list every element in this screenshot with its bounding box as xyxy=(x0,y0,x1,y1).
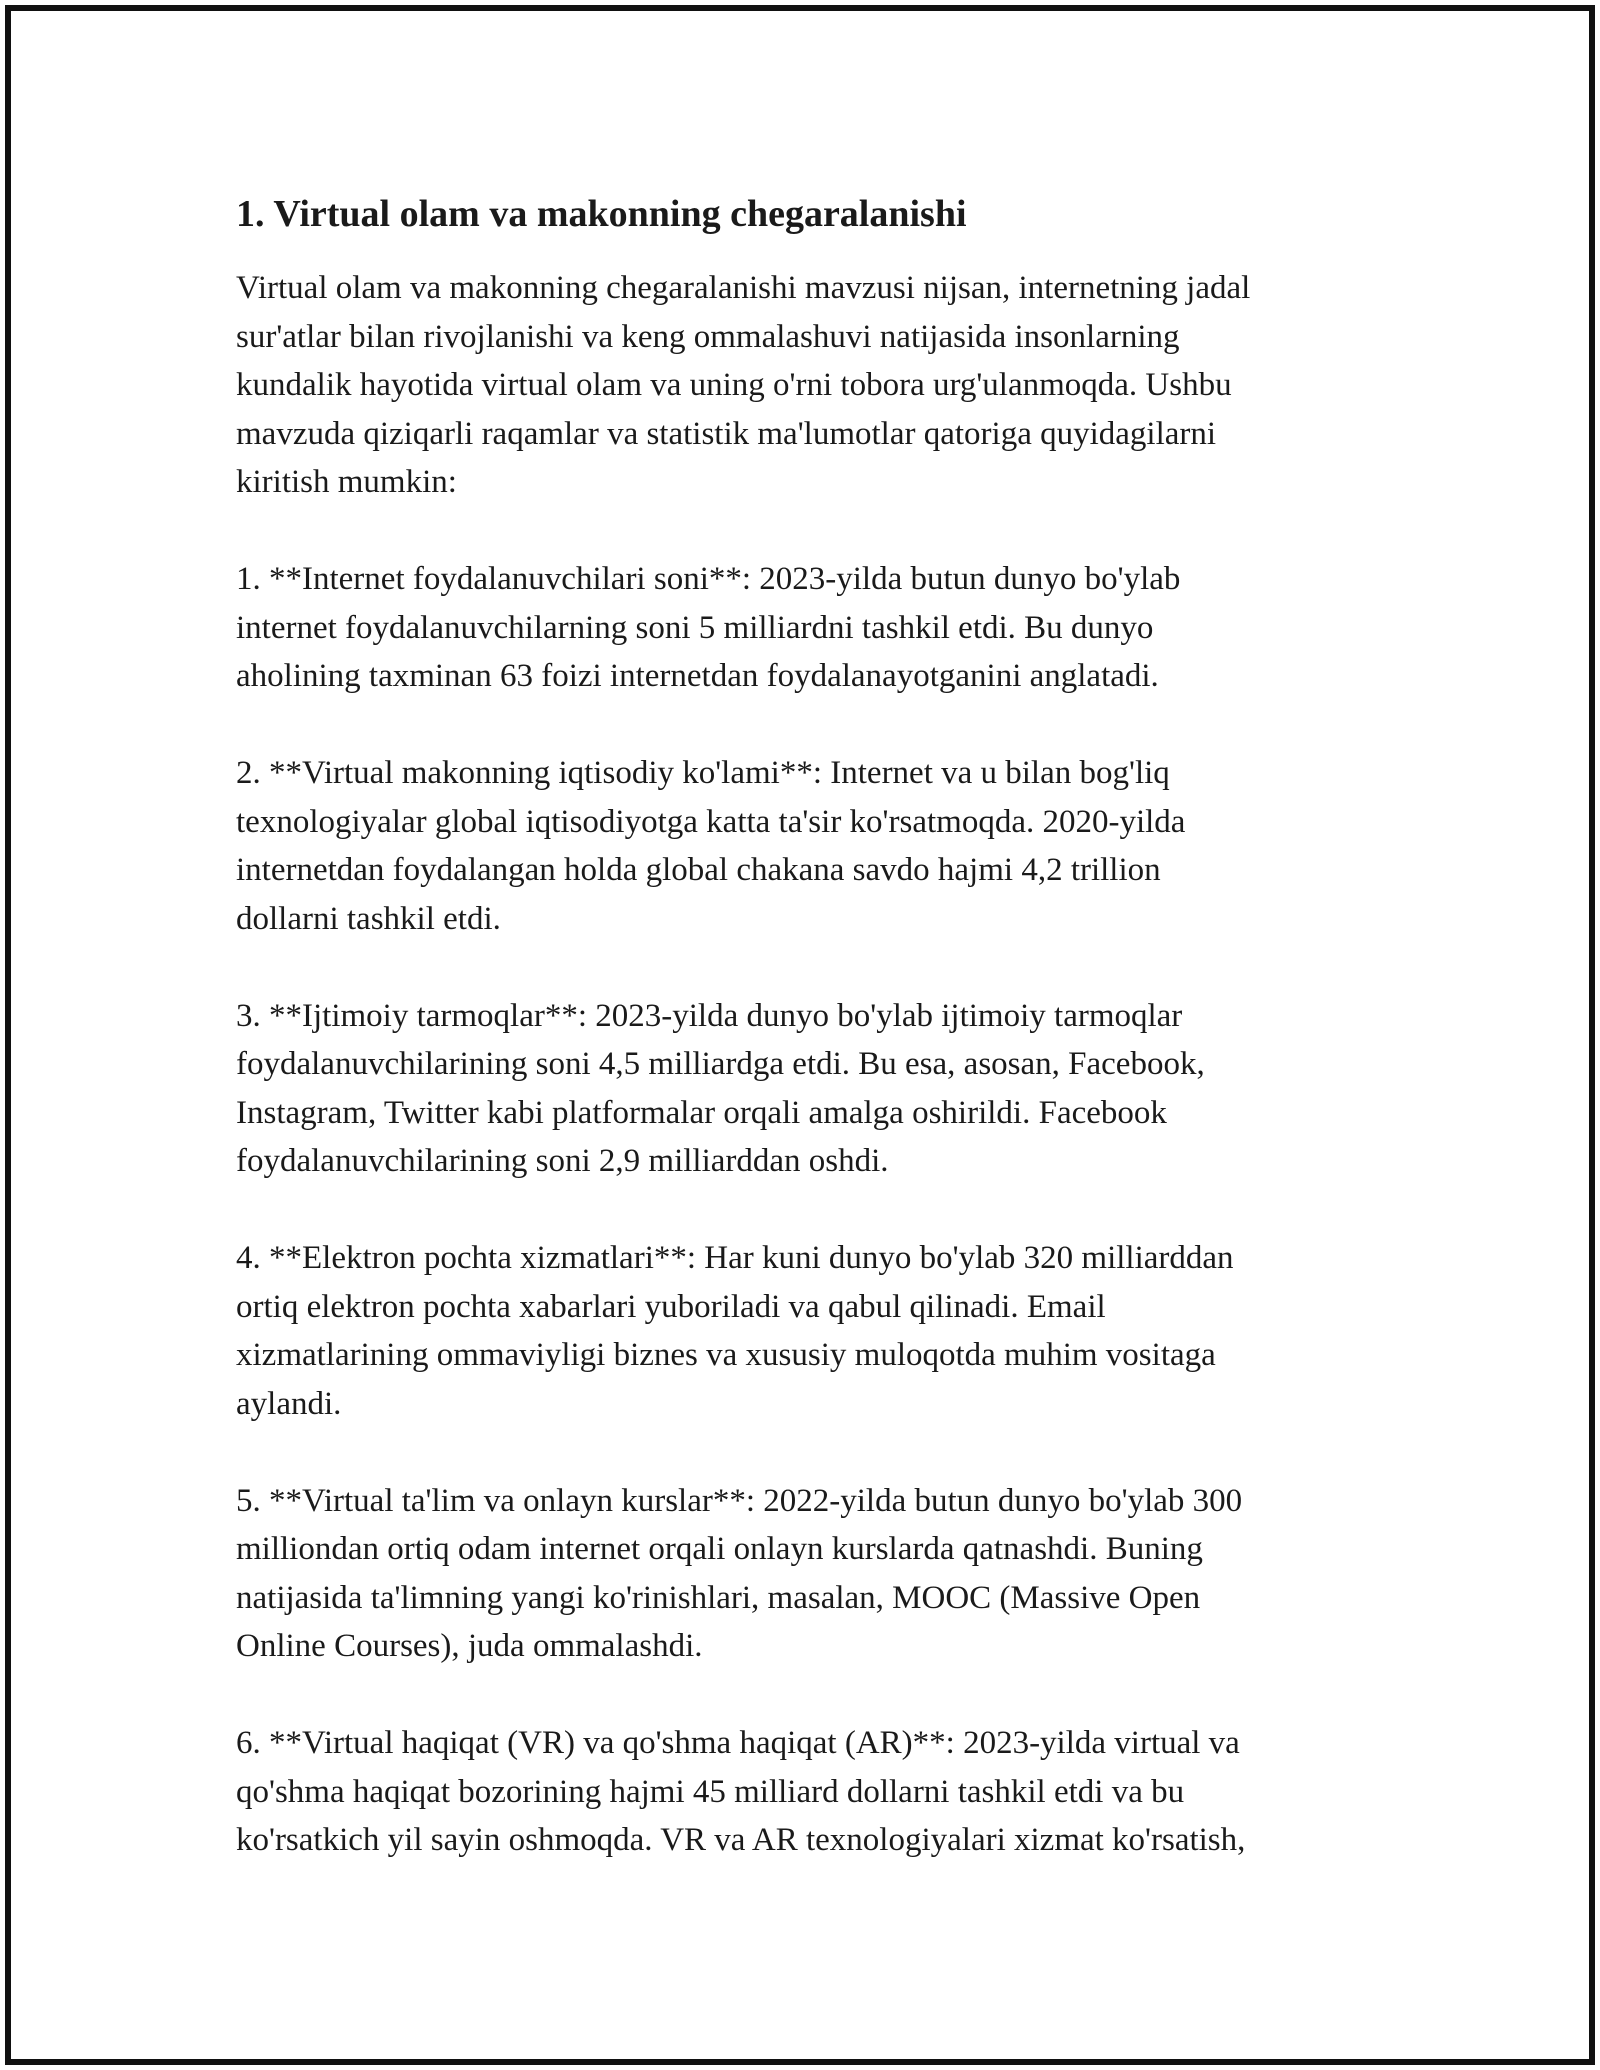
item-line: milliondan ortiq odam internet orqali onlayn kurslarda qatnashdi. Buning xyxy=(236,1531,1203,1567)
intro-line: mavzuda qiziqarli raqamlar va statistik ma'lumotlar qatoriga quyidagilarni xyxy=(236,415,1217,452)
item-line: xizmatlarining ommaviyligi biznes va xususiy muloqotda muhim vositaga xyxy=(236,1337,1216,1373)
item-line: qo'shma haqiqat bozorining hajmi 45 milliard dollarni tashkil etdi va bu xyxy=(236,1773,1185,1810)
item-line: 3. **Ijtimoiy tarmoqlar**: 2023-yilda dunyo bo'ylab ijtimoiy tarmoqlar xyxy=(236,997,1183,1034)
item-line: dollarni tashkil etdi. xyxy=(236,900,501,937)
paragraph-gap xyxy=(236,1671,1376,1720)
item-line: 4. **Elektron pochta xizmatlari**: Har kuni dunyo bo'ylab 320 milliarddan xyxy=(236,1240,1234,1276)
item-line: foydalanuvchilarining soni 2,9 milliarddan oshdi. xyxy=(236,1143,889,1179)
item-line: internet foydalanuvchilarning soni 5 milliardni tashkil etdi. Bu dunyo xyxy=(236,609,1154,646)
item-line: internetdan foydalangan holda global chakana savdo hajmi 4,2 trillion xyxy=(236,852,1161,888)
item-line: 1. **Internet foydalanuvchilari soni**: 2023-yilda butun dunyo bo'ylab xyxy=(236,561,1181,597)
list-item-6 xyxy=(236,1719,1376,1865)
section-title: 1. Virtual olam va makonning chegaralanishi xyxy=(236,193,967,235)
paragraph-gap xyxy=(236,1186,1376,1235)
item-line: ko'rsatkich yil sayin oshmoqda. VR va AR texnologiyalari xizmat ko'rsatish, xyxy=(236,1822,1246,1858)
intro-paragraph xyxy=(236,264,1376,507)
item-line: 2. **Virtual makonning iqtisodiy ko'lami**: Internet va u bilan bog'liq xyxy=(236,755,1170,791)
paragraph-gap xyxy=(236,701,1376,750)
list-item-4 xyxy=(236,1234,1376,1428)
item-line: texnologiyalar global iqtisodiyotga katta ta'sir ko'rsatmoqda. 2020-yilda xyxy=(236,803,1186,840)
item-line: 6. **Virtual haqiqat (VR) va qo'shma haqiqat (AR)**: 2023-yilda virtual va xyxy=(236,1725,1240,1761)
item-line: Online Courses), juda ommalashdi. xyxy=(236,1628,703,1664)
intro-line: Virtual olam va makonning chegaralanishi mavzusi nijsan, internetning jadal xyxy=(236,270,1251,306)
list-item-3 xyxy=(236,992,1376,1186)
list-item-5 xyxy=(236,1477,1376,1671)
paragraph-gap xyxy=(236,943,1376,992)
intro-line: kiritish mumkin: xyxy=(236,464,457,500)
list-item-2 xyxy=(236,749,1376,943)
item-line: natijasida ta'limning yangi ko'rinishlari, masalan, MOOC (Massive Open xyxy=(236,1579,1201,1616)
item-line: aylandi. xyxy=(236,1385,342,1422)
intro-line: kundalik hayotida virtual olam va uning o'rni tobora urg'ulanmoqda. Ushbu xyxy=(236,367,1232,403)
item-line: aholining taxminan 63 foizi internetdan foydalanayotganini anglatadi. xyxy=(236,658,1159,694)
document-page xyxy=(236,186,1376,1865)
paragraph-gap xyxy=(236,1428,1376,1477)
item-line: 5. **Virtual ta'lim va onlayn kurslar**: 2022-yilda butun dunyo bo'ylab 300 xyxy=(236,1482,1243,1519)
item-line: Instagram, Twitter kabi platformalar orqali amalga oshirildi. Facebook xyxy=(236,1094,1167,1131)
intro-line: sur'atlar bilan rivojlanishi va keng ommalashuvi natijasida insonlarning xyxy=(236,318,1180,355)
item-line: foydalanuvchilarining soni 4,5 milliardga etdi. Bu esa, asosan, Facebook, xyxy=(236,1046,1205,1082)
paragraph-gap xyxy=(236,507,1376,556)
list-item-1 xyxy=(236,555,1376,701)
item-line: ortiq elektron pochta xabarlari yuboriladi va qabul qilinadi. Email xyxy=(236,1288,1106,1325)
